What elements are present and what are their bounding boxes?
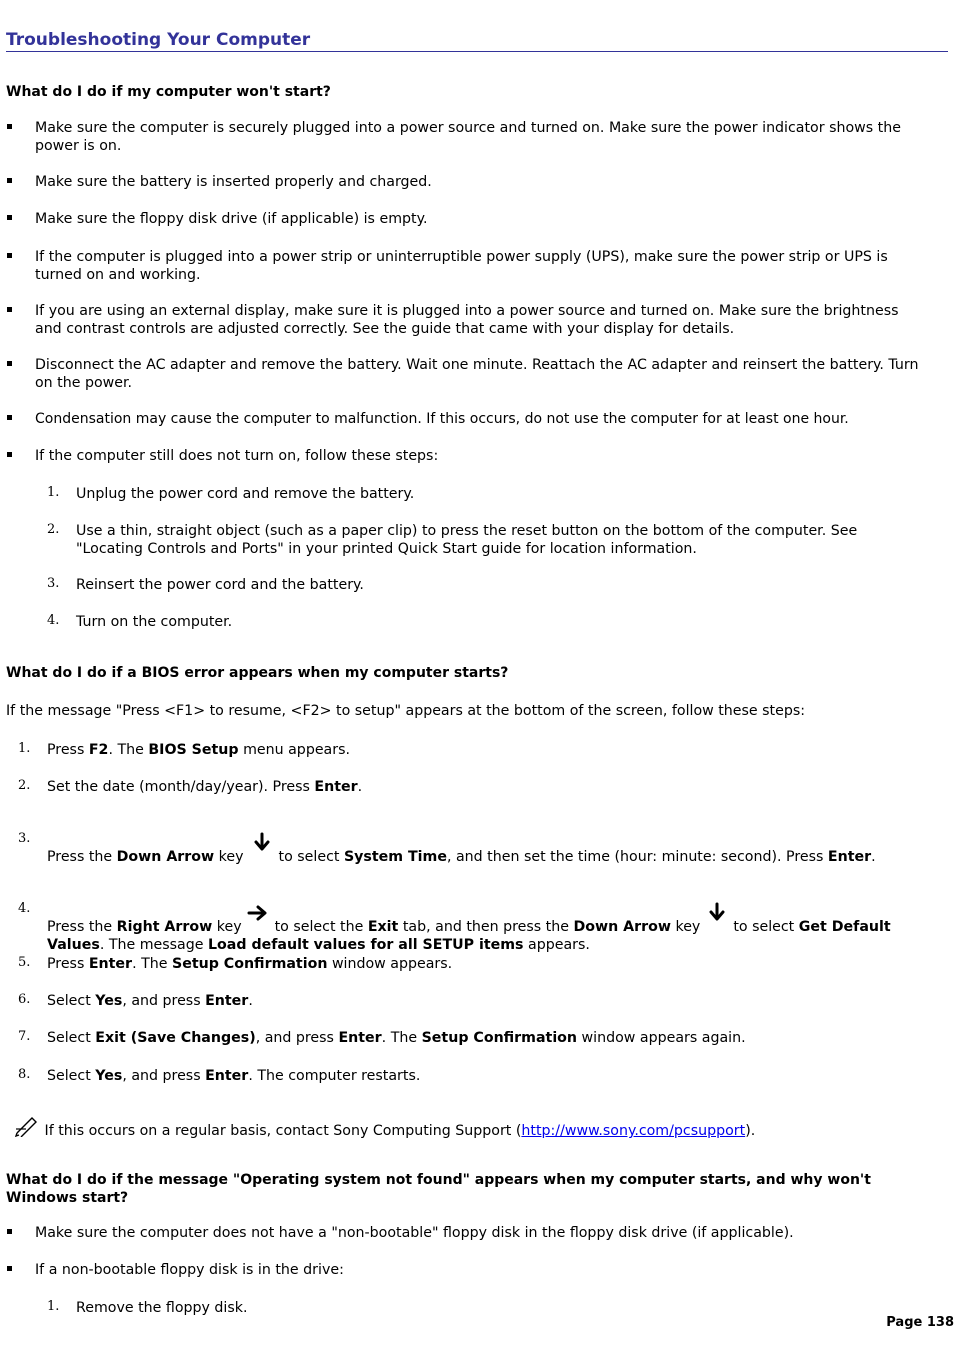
step-number: 4. — [47, 613, 60, 628]
list-item: Make sure the battery is inserted properly and charged. — [35, 174, 432, 190]
step-number: 7. — [18, 1029, 31, 1044]
list-item: If the computer is plugged into a power strip or uninterruptible power supply (UPS), make sure the power strip or UPS is turned on and working. — [35, 249, 888, 283]
list-item: Unplug the power cord and remove the battery. — [76, 486, 415, 502]
bullet-icon — [7, 178, 17, 188]
step-number: 1. — [47, 485, 60, 500]
down-arrow-icon — [250, 831, 274, 855]
list-item: Condensation may cause the computer to malfunction. If this occurs, do not use the computer for at least one hour. — [35, 411, 849, 427]
list-item: Reinsert the power cord and the battery. — [76, 577, 364, 593]
intro-paragraph: If the message "Press <F1> to resume, <F2> to setup" appears at the bottom of the screen, follow these steps: — [6, 703, 806, 719]
question-heading: What do I do if my computer won't start? — [6, 84, 331, 100]
right-arrow-icon — [246, 901, 270, 925]
support-link[interactable]: http://www.sony.com/pcsupport — [521, 1123, 746, 1139]
list-item: Select Yes, and press Enter. The computer restarts. — [47, 1068, 421, 1084]
bullet-icon — [7, 361, 17, 371]
list-item: If you are using an external display, make sure it is plugged into a power source and turned on. Make sure the brightness and contrast controls are adjusted correctly. See the guide that came with your display for details. — [35, 303, 899, 337]
down-arrow-icon — [705, 901, 729, 925]
bullet-icon — [7, 1266, 17, 1276]
list-item: Disconnect the AC adapter and remove the battery. Wait one minute. Reattach the AC adapter and reinsert the battery. Turn on the power. — [35, 357, 919, 391]
note-pen-icon — [14, 1115, 40, 1137]
bullet-icon — [7, 253, 17, 263]
page-title: Troubleshooting Your Computer — [6, 30, 948, 52]
list-item: Remove the floppy disk. — [76, 1300, 248, 1316]
bullet-icon — [7, 215, 17, 225]
step-number: 4. — [18, 901, 31, 916]
bullet-icon — [7, 415, 17, 425]
list-item: Press F2. The BIOS Setup menu appears. — [47, 742, 350, 758]
list-item: Select Yes, and press Enter. — [47, 993, 253, 1009]
list-item: Use a thin, straight object (such as a paper clip) to press the reset button on the bottom of the computer. See "Locating Controls and Ports" in your printed Quick Start guide for location information. — [76, 523, 858, 557]
list-item: If the computer still does not turn on, follow these steps: — [35, 448, 439, 464]
bullet-icon — [7, 452, 17, 462]
list-item: Press the Right Arrow key to select the Exit tab, and then press the Down Arrow key to select Get Default Values. The message Load default values for all SETUP items appears. — [47, 901, 927, 954]
bullet-icon — [7, 1229, 17, 1239]
list-item: Make sure the computer is securely plugged into a power source and turned on. Make sure the power indicator shows the power is on. — [35, 120, 901, 154]
note-paragraph: If this occurs on a regular basis, contact Sony Computing Support (http://www.sony.com/pcsupport). — [14, 1115, 934, 1140]
step-number: 6. — [18, 992, 31, 1007]
step-number: 8. — [18, 1067, 31, 1082]
step-number: 3. — [18, 831, 31, 846]
list-item: Set the date (month/day/year). Press Enter. — [47, 779, 363, 795]
list-item: If a non-bootable floppy disk is in the drive: — [35, 1262, 344, 1278]
question-heading: What do I do if the message "Operating system not found" appears when my computer starts, and why won't Windows start? — [6, 1172, 871, 1206]
page-number: Page 138 — [886, 1315, 954, 1330]
question-heading: What do I do if a BIOS error appears when my computer starts? — [6, 665, 509, 681]
list-item: Make sure the computer does not have a "non-bootable" floppy disk in the floppy disk drive (if applicable). — [35, 1225, 794, 1241]
list-item: Turn on the computer. — [76, 614, 233, 630]
step-number: 2. — [18, 778, 31, 793]
list-item: Press Enter. The Setup Confirmation window appears. — [47, 956, 453, 972]
list-item: Select Exit (Save Changes), and press Enter. The Setup Confirmation window appears again. — [47, 1030, 746, 1046]
step-number: 3. — [47, 576, 60, 591]
bullet-icon — [7, 307, 17, 317]
list-item: Make sure the floppy disk drive (if applicable) is empty. — [35, 211, 428, 227]
bullet-icon — [7, 124, 17, 134]
list-item: Press the Down Arrow key to select System Time, and then set the time (hour: minute: second). Press Enter. — [47, 831, 917, 866]
step-number: 1. — [18, 741, 31, 756]
step-number: 2. — [47, 522, 60, 537]
step-number: 1. — [47, 1299, 60, 1314]
step-number: 5. — [18, 955, 31, 970]
